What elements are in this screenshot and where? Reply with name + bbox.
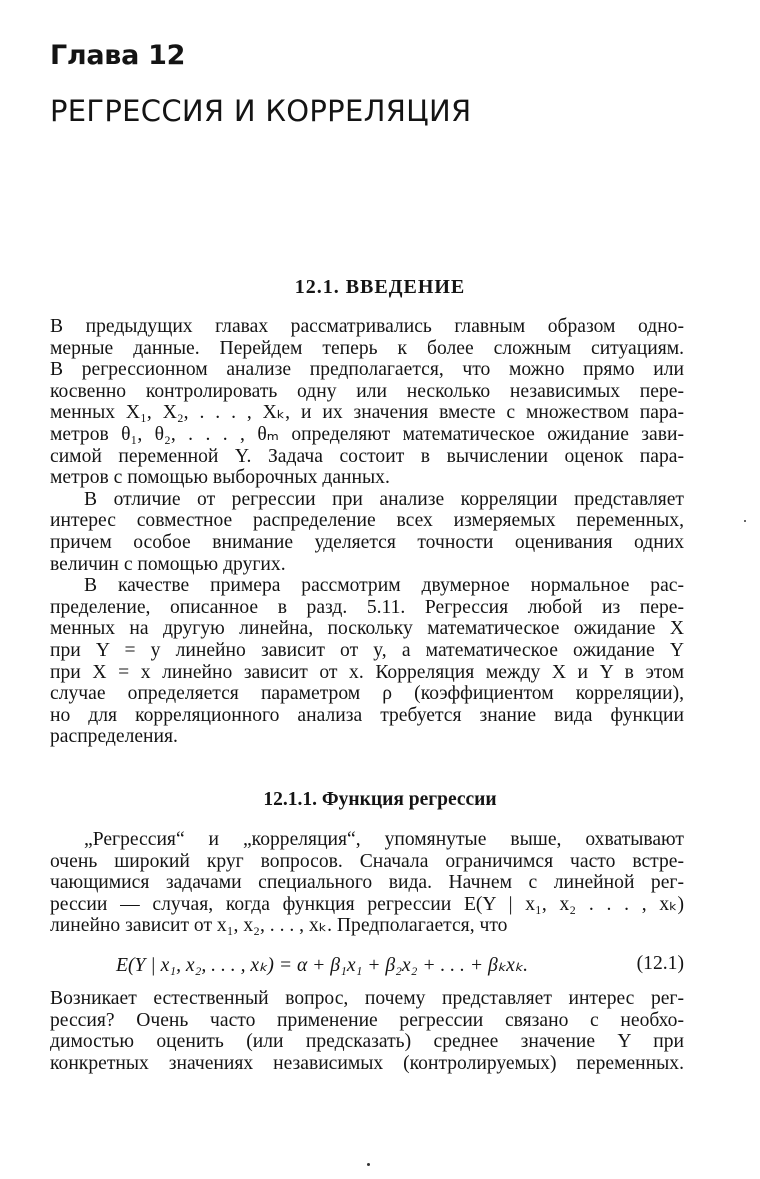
subsection-body-continued bbox=[50, 988, 684, 1074]
equation-number: (12.1) bbox=[636, 953, 684, 974]
text-line: косвенно контролировать одну или несколько независимых пере- bbox=[50, 380, 684, 402]
text-line: конкретных значениях независимых (контролируемых) переменных. bbox=[50, 1052, 684, 1074]
text-line: очень широкий круг вопросов. Сначала ограничимся часто встре- bbox=[50, 850, 684, 872]
text-line: В отличие от регрессии при анализе корреляции представляет bbox=[84, 488, 684, 510]
text-line: чающимися задачами специального вида. Начнем с линейной рег- bbox=[50, 872, 684, 894]
subsection-heading: 12.1.1. Функция регрессии bbox=[263, 789, 497, 810]
text-line: Возникает естественный вопрос, почему представляет интерес рег- bbox=[50, 988, 684, 1009]
text-line: при X = x линейно зависит от x. Корреляция между X и Y в этом bbox=[50, 661, 684, 683]
text-line: менных на другую линейна, поскольку математическое ожидание X bbox=[50, 618, 684, 640]
subsection-body bbox=[50, 829, 684, 937]
text-line: мерные данные. Перейдем теперь к более сложным ситуациям. bbox=[50, 337, 684, 359]
text-line: линейно зависит от x₁, x₂, . . . , xₖ. Предполагается, что bbox=[50, 915, 508, 937]
text-line: „Регрессия“ и „корреляция“, упомянутые выше, охватывают bbox=[84, 829, 684, 850]
text-line: менных X₁, X₂, . . . , Xₖ, и их значения вместе с множеством пара- bbox=[50, 402, 684, 424]
text-line: В качестве примера рассмотрим двумерное нормальное рас- bbox=[84, 575, 684, 597]
text-line: рессии — случая, когда функция регрессии E(Y | x₁, x₂ . . . , xₖ) bbox=[50, 893, 684, 915]
text-line: метров с помощью выборочных данных. bbox=[50, 467, 390, 489]
text-line: величин с помощью других. bbox=[50, 553, 286, 575]
text-line: В предыдущих главах рассматривались главным образом одно- bbox=[50, 316, 684, 337]
page-dot bbox=[367, 1163, 370, 1166]
text-line: интерес совместное распределение всех измеряемых переменных, bbox=[50, 510, 684, 532]
chapter-title: РЕГРЕССИЯ И КОРРЕЛЯЦИЯ bbox=[50, 94, 472, 128]
text-line: случае определяется параметром ρ (коэффициентом корреляции), bbox=[50, 683, 684, 705]
equation-expression: E(Y | x₁, x₂, . . . , xₖ) = α + β₁x₁ + β₂x₂ + . . . + βₖxₖ. bbox=[116, 955, 529, 976]
text-line: при Y = y линейно зависит от y, а математическое ожидание Y bbox=[50, 639, 684, 661]
margin-mark bbox=[744, 520, 746, 522]
text-line: димостью оценить (или предсказать) среднее значение Y при bbox=[50, 1031, 684, 1053]
text-line: причем особое внимание уделяется точности оценивания одних bbox=[50, 531, 684, 553]
text-line: симой переменной Y. Задача состоит в вычислении оценок пара- bbox=[50, 445, 684, 467]
chapter-label: Глава 12 bbox=[50, 40, 186, 71]
text-line: метров θ₁, θ₂, . . . , θₘ определяют математическое ожидание зави- bbox=[50, 423, 684, 445]
text-line: В регрессионном анализе предполагается, что можно прямо или bbox=[50, 359, 684, 381]
section-body bbox=[50, 316, 684, 748]
text-line: но для корреляционного анализа требуется знание вида функции bbox=[50, 704, 684, 726]
text-line: рессия? Очень часто применение регрессии связано с необхо- bbox=[50, 1009, 684, 1031]
text-line: распределения. bbox=[50, 726, 178, 748]
text-line: пределение, описанное в разд. 5.11. Регрессия любой из пере- bbox=[50, 596, 684, 618]
equation-12-1 bbox=[116, 953, 684, 977]
section-heading: 12.1. ВВЕДЕНИЕ bbox=[294, 276, 466, 298]
